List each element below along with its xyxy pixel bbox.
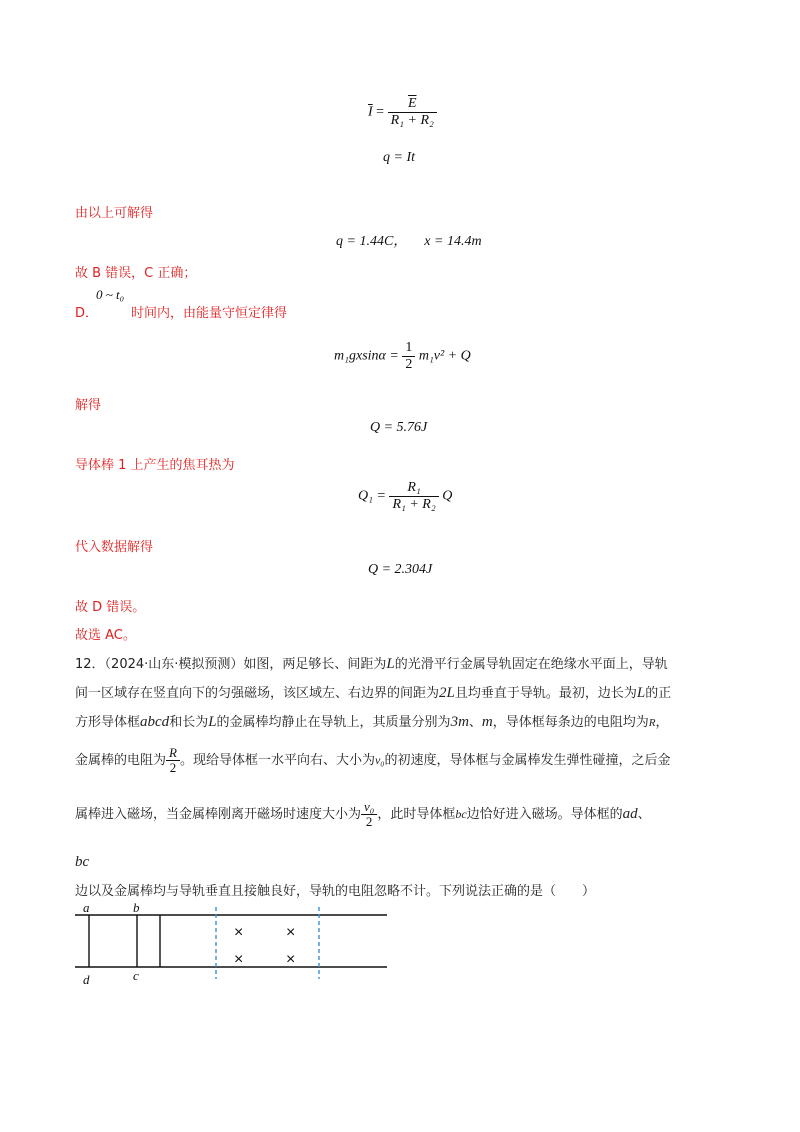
eq-q1-den: R₁ + R₂ xyxy=(392,497,436,512)
eq-q1-lhs: Q₁ = xyxy=(358,488,386,504)
eq-half-fraction xyxy=(402,340,415,373)
frac-r-num: R xyxy=(166,746,180,761)
eq-q1-tail: Q xyxy=(442,488,453,504)
text-answer: 故选 AC。 xyxy=(75,628,136,643)
equation-energy xyxy=(334,340,471,373)
problem-text: 间一区域存在竖直向下的匀强磁场，该区域左、右边界的间距为 xyxy=(75,686,440,701)
eq-time-range: 0 ~ t₀ xyxy=(96,287,125,302)
field-cross-2: × xyxy=(286,924,296,941)
text-d-prefix: D． xyxy=(75,306,99,321)
problem-number: 12． xyxy=(75,657,105,672)
problem-text: 属棒进入磁场，当金属棒刚离开磁场时速度大小为 xyxy=(75,807,362,822)
frac-v0-den: 2 xyxy=(365,814,373,829)
field-cross-4: × xyxy=(286,951,296,968)
var-m: m xyxy=(481,714,493,730)
var-abcd: abcd xyxy=(140,714,170,730)
equation-current: $\overline{I}$ = $\frac{\overline{E}}{\text{R₁ + R₂}}$ xyxy=(368,96,437,129)
problem-text: 、 xyxy=(637,807,651,822)
eq-energy-rhs: m₁v² + Q xyxy=(418,348,471,364)
frac-v0-num: v₀ xyxy=(361,800,377,815)
eq-half-den: 2 xyxy=(405,357,413,372)
field-cross-1: × xyxy=(234,924,244,941)
eq-current-den: R₁ + R₂ xyxy=(390,113,434,128)
text-derive: 由以上可解得 xyxy=(75,206,154,221)
problem-text: 的光滑平行金属导轨固定在绝缘水平面上，导轨 xyxy=(394,657,668,672)
equation-results-q-x xyxy=(336,230,482,250)
text-b-c-conclusion: 故 B 错误，C 正确； xyxy=(75,266,197,281)
eq-q1-fraction xyxy=(389,480,438,513)
text-substitute: 代入数据解得 xyxy=(75,540,154,555)
problem-text: ，此时导体框 xyxy=(377,807,456,822)
problem-text: 的初速度，导体框与金属棒发生弹性碰撞，之后金 xyxy=(384,753,671,768)
eq-current-num: $\overline{E}$ xyxy=(388,96,437,113)
text-d-wrong: 故 D 错误。 xyxy=(75,600,146,615)
problem-text: ， xyxy=(655,715,669,730)
problem-text: 且均垂直于导轨。最初，边长为 xyxy=(454,686,637,701)
eq-energy-lhs: m₁gxsinα = xyxy=(334,348,399,364)
frac-v0-over-2 xyxy=(361,800,377,829)
var-bc: bc xyxy=(75,854,90,870)
eq-i-lhs: $\overline{I}$ xyxy=(368,104,373,120)
problem-line-3 xyxy=(75,712,669,733)
field-cross-3: × xyxy=(234,951,244,968)
frac-r-den: 2 xyxy=(169,760,177,775)
eq-current-fraction xyxy=(388,96,437,129)
problem-line-5 xyxy=(75,800,651,829)
problem-line-1 xyxy=(75,654,668,675)
text-solve: 解得 xyxy=(75,398,102,413)
eq-x-value: x = 14.4m xyxy=(424,234,482,249)
var-2l: 2L xyxy=(439,685,455,701)
problem-line-7 xyxy=(75,882,595,902)
frac-r-over-2 xyxy=(166,746,180,775)
label-d: d xyxy=(83,972,90,987)
equation-charge: q = It xyxy=(383,150,415,165)
problem-line-2 xyxy=(75,683,671,704)
problem-text: 边恰好进入磁场。导体框的 xyxy=(466,807,623,822)
problem-text: 如图，两足够长、间距为 xyxy=(243,657,387,672)
problem-text: 的金属棒均静止在导轨上，其质量分别为 xyxy=(216,715,451,730)
problem-text: 方形导体框 xyxy=(75,715,141,730)
problem-text: 的正 xyxy=(645,686,672,701)
problem-line-6 xyxy=(75,852,89,873)
problem-source: （2024·山东·模拟预测） xyxy=(104,657,244,672)
problem-text: 。现给导体框一水平向右、大小为 xyxy=(179,753,375,768)
problem-text: 、 xyxy=(468,715,482,730)
label-c: c xyxy=(133,968,139,983)
problem-text: 和长为 xyxy=(169,715,209,730)
label-b: b xyxy=(133,900,140,915)
problem-text: 金属棒的电阻为 xyxy=(75,753,167,768)
var-v0: v₀ xyxy=(374,753,385,767)
eq-q1-num: R₁ xyxy=(389,480,438,497)
eq-q-value: q = 1.44C， xyxy=(336,234,408,249)
equation-heat-total: Q = 5.76J xyxy=(370,420,428,435)
text-d-energy: 时间内，由能量守恒定律得 xyxy=(131,306,288,321)
var-l: L xyxy=(208,714,217,730)
problem-text: 边以及金属棒均与导轨垂直且接触良好，导轨的电阻忽略不计。下列说法正确的是（ ） xyxy=(75,884,596,899)
text-joule-heat: 导体棒 1 上产生的焦耳热为 xyxy=(75,458,235,473)
var-bc: bc xyxy=(455,807,467,821)
var-r: R xyxy=(648,717,656,729)
label-a: a xyxy=(83,900,90,915)
var-3m: 3m xyxy=(450,714,469,730)
rail-diagram xyxy=(60,900,400,990)
var-l: L xyxy=(386,656,395,672)
problem-text: ，导体框每条边的电阻均为 xyxy=(492,715,649,730)
var-l: L xyxy=(636,685,646,701)
equation-heat-final: Q = 2.304J xyxy=(368,562,433,577)
equation-heat-rod1 xyxy=(358,480,452,513)
problem-line-4 xyxy=(75,746,671,775)
var-ad: ad xyxy=(622,806,638,822)
eq-half-num: 1 xyxy=(402,340,415,357)
